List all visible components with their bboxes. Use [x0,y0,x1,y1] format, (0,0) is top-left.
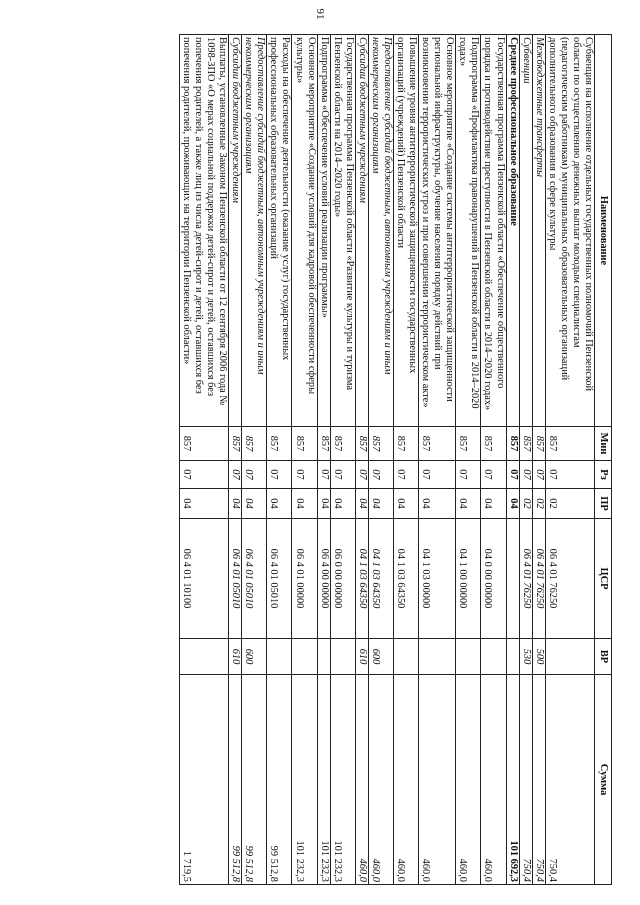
cell-name: Субвенция на исполнение отдельных государственных полномочий Пензенской области по осуществлению денежных выплат молодым специалистам (педагогическим работникам) муниципальных образовательных организаций дополнительного образования в сфере культуры [545,35,594,427]
cell-name: Межбюджетные трансферты [532,35,545,427]
cell-csr: 06 4 01 00000 [292,519,317,639]
table-body [179,35,594,885]
cell-vr [317,639,330,675]
cell-name: Повышение уровня антитеррористической защищенности государственных организаций (учреждений) Пензенской области [394,35,419,427]
cell-sum: 101 232,3 [330,675,355,885]
cell-pr: 04 [179,489,228,519]
cell-vr: 610 [229,639,242,675]
cell-csr: 06 4 01 05010 [242,519,267,639]
cell-name: Субсидии бюджетным учреждениям [355,35,368,427]
cell-vr [506,639,519,675]
cell-sum: 460,0 [481,675,506,885]
cell-rz: 07 [179,461,228,489]
cell-name: Предоставление субсидий бюджетным, автономным учреждениям и иным некоммерческим организациям [368,35,393,427]
cell-min: 857 [545,427,594,461]
cell-sum: 460,0 [355,675,368,885]
cell-csr: 06 4 01 05010 [229,519,242,639]
cell-vr [456,639,481,675]
table-row [317,35,330,885]
cell-min: 857 [419,427,456,461]
cell-vr [330,639,355,675]
cell-name: Государственная программа Пензенской области «Развитие культуры и туризма Пензенской области на 2014–2020 годы» [330,35,355,427]
cell-rz: 07 [317,461,330,489]
page-number: 91 [314,8,326,20]
cell-vr [394,639,419,675]
cell-csr: 06 4 01 76250 [532,519,545,639]
cell-csr: 06 4 01 76250 [519,519,532,639]
cell-csr: 04 0 00 00000 [481,519,506,639]
cell-pr: 04 [506,489,519,519]
table-row [229,35,242,885]
cell-min: 857 [519,427,532,461]
cell-min: 857 [355,427,368,461]
cell-min: 857 [267,427,292,461]
cell-pr: 04 [242,489,267,519]
cell-sum: 750,4 [545,675,594,885]
cell-csr: 06 4 01 10100 [179,519,228,639]
cell-min: 857 [456,427,481,461]
cell-rz: 07 [519,461,532,489]
cell-vr: 500 [532,639,545,675]
cell-csr: 04 1 03 64350 [355,519,368,639]
cell-pr: 04 [368,489,393,519]
cell-rz: 07 [330,461,355,489]
table-row [292,35,317,885]
table-row [506,35,519,885]
cell-pr: 04 [317,489,330,519]
cell-vr [179,639,228,675]
cell-csr: 04 1 03 00000 [419,519,456,639]
cell-sum: 460,0 [456,675,481,885]
cell-vr: 530 [519,639,532,675]
cell-pr: 04 [292,489,317,519]
table-row [179,35,228,885]
cell-rz: 07 [481,461,506,489]
cell-rz: 07 [368,461,393,489]
cell-sum: 750,4 [532,675,545,885]
table-row [519,35,532,885]
header-rz: Рз [595,461,612,489]
cell-rz: 07 [394,461,419,489]
cell-min: 857 [506,427,519,461]
cell-name: Основное мероприятие «Создание системы антитеррористической защищенности региональной инфраструктуры, обучение населения порядку действий при возникновении террористических угроз и при совершении террористическом акте» [419,35,456,427]
table-row [532,35,545,885]
cell-vr: 600 [368,639,393,675]
cell-pr: 04 [330,489,355,519]
cell-min: 857 [368,427,393,461]
cell-rz: 07 [506,461,519,489]
table-row [394,35,419,885]
cell-min: 857 [481,427,506,461]
cell-sum: 750,4 [519,675,532,885]
cell-min: 857 [330,427,355,461]
cell-pr: 04 [394,489,419,519]
cell-rz: 07 [545,461,594,489]
cell-pr: 04 [229,489,242,519]
cell-pr: 02 [532,489,545,519]
cell-sum: 101 232,3 [292,675,317,885]
cell-rz: 07 [242,461,267,489]
cell-csr: 04 1 03 64350 [394,519,419,639]
table-row [545,35,594,885]
cell-min: 857 [179,427,228,461]
table-row [267,35,292,885]
cell-vr [419,639,456,675]
table-row [242,35,267,885]
cell-vr [481,639,506,675]
cell-csr: 06 4 01 76250 [545,519,594,639]
cell-sum: 99 512,8 [229,675,242,885]
cell-rz: 07 [229,461,242,489]
cell-rz: 07 [292,461,317,489]
cell-rz: 07 [532,461,545,489]
cell-pr: 04 [419,489,456,519]
cell-min: 857 [242,427,267,461]
cell-name: Субвенции [519,35,532,427]
cell-name: Государственная программа Пензенской области «Обеспечение общественного порядка и противодействие преступности в Пензенской области в 2014–2020 годах» [481,35,506,427]
cell-vr [545,639,594,675]
cell-name: Выплаты, установленные Законом Пензенской области от 12 сентября 2006 года № 1098-ЗПО «О мерах социальной поддержки детей-сирот и детей, оставшихся без попечения родителей, а также лиц из числа детей-сирот и детей, оставшихся без попечения родителей, проживающих на территории Пензенской области» [179,35,228,427]
cell-min: 857 [317,427,330,461]
cell-sum: 460,0 [419,675,456,885]
cell-sum: 460,0 [368,675,393,885]
cell-vr [267,639,292,675]
cell-sum: 101 232,3 [317,675,330,885]
cell-name: Субсидии бюджетным учреждениям [229,35,242,427]
cell-pr: 04 [355,489,368,519]
cell-rz: 07 [267,461,292,489]
cell-rz: 07 [355,461,368,489]
header-sum: Сумма [595,675,612,885]
table-row [456,35,481,885]
cell-name: Основное мероприятие «Создание условий для кадровой обеспеченности сферы культуры» [292,35,317,427]
budget-table [179,34,612,885]
cell-name: Подпрограмма «Профилактика правонарушений в Пензенской области в 2014–2020 годах» [456,35,481,427]
cell-min: 857 [229,427,242,461]
cell-rz: 07 [456,461,481,489]
cell-vr [292,639,317,675]
cell-pr: 02 [519,489,532,519]
cell-name: Среднее профессиональное образование [506,35,519,427]
cell-sum: 101 692,3 [506,675,519,885]
cell-csr: 06 4 00 00000 [317,519,330,639]
cell-csr [506,519,519,639]
cell-vr: 600 [242,639,267,675]
cell-sum: 99 512,8 [242,675,267,885]
cell-pr: 04 [267,489,292,519]
table-row [481,35,506,885]
cell-name: Предоставление субсидий бюджетным, автономным учреждениям и иным некоммерческим организациям [242,35,267,427]
cell-name: Расходы на обеспечение деятельности (оказание услуг) государственных профессиональных образовательных организаций [267,35,292,427]
header-min: Мин [595,427,612,461]
rotated-page [52,34,612,884]
header-pr: ПР [595,489,612,519]
cell-rz: 07 [419,461,456,489]
cell-sum: 99 512,8 [267,675,292,885]
table-row [419,35,456,885]
cell-vr: 610 [355,639,368,675]
table-row [368,35,393,885]
table-row [330,35,355,885]
table-row [355,35,368,885]
cell-sum: 1 719,5 [179,675,228,885]
cell-csr: 04 1 03 64350 [368,519,393,639]
cell-min: 857 [292,427,317,461]
header-vr: ВР [595,639,612,675]
cell-pr: 04 [456,489,481,519]
cell-min: 857 [394,427,419,461]
cell-csr: 06 4 01 05010 [267,519,292,639]
cell-min: 857 [532,427,545,461]
header-csr: ЦСР [595,519,612,639]
header-name: Наименование [595,35,612,427]
cell-csr: 04 1 00 00000 [456,519,481,639]
table-header-row [595,35,612,885]
cell-name: Подпрограмма «Обеспечение условий реализации программы» [317,35,330,427]
cell-pr: 02 [545,489,594,519]
cell-pr: 04 [481,489,506,519]
cell-csr: 06 0 00 00000 [330,519,355,639]
cell-sum: 460,0 [394,675,419,885]
